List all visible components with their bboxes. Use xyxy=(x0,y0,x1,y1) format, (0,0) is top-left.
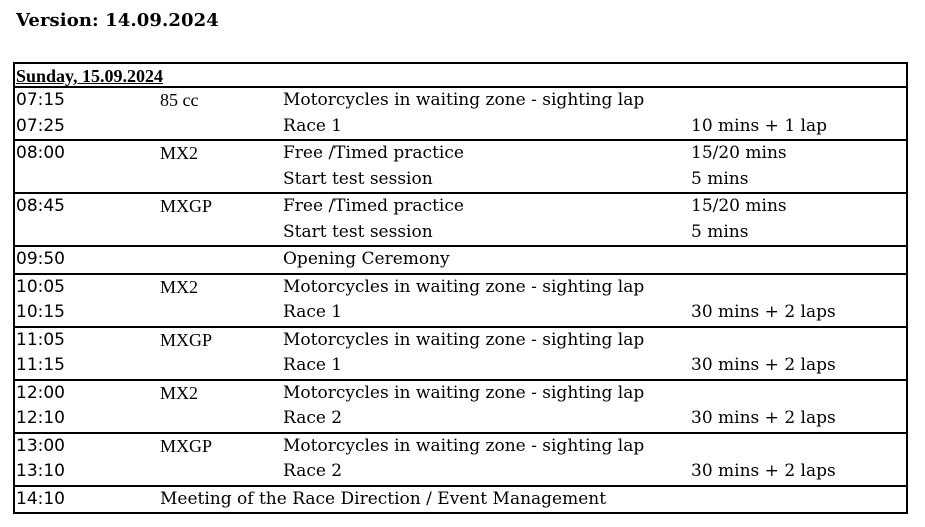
schedule-row xyxy=(15,247,906,273)
description-cell: Start test session xyxy=(283,221,433,242)
description-cell: Motorcycles in waiting zone - sighting lap xyxy=(283,90,645,110)
duration-cell: 30 mins + 2 laps xyxy=(691,408,836,428)
time-cell: 13:10 xyxy=(16,461,65,481)
schedule-row xyxy=(15,275,906,301)
schedule-group xyxy=(15,247,906,275)
time-cell: 08:45 xyxy=(16,196,65,216)
schedule-group xyxy=(15,434,906,487)
schedule-table xyxy=(13,62,908,514)
schedule-row xyxy=(15,88,906,114)
schedule-row xyxy=(15,328,906,354)
schedule-row xyxy=(15,220,906,246)
description-cell: Race 2 xyxy=(283,408,343,428)
schedule-group xyxy=(15,141,906,194)
schedule-group xyxy=(15,328,906,381)
description-cell: Motorcycles in waiting zone - sighting lap xyxy=(283,435,645,456)
time-cell: 10:05 xyxy=(16,276,65,297)
schedule-group xyxy=(15,487,906,513)
description-cell: Race 1 xyxy=(283,355,343,375)
time-cell: 12:10 xyxy=(16,408,65,428)
duration-cell: 30 mins + 2 laps xyxy=(691,355,836,375)
time-cell: 12:00 xyxy=(16,382,65,403)
time-cell: 11:15 xyxy=(16,355,65,375)
duration-cell: 30 mins + 2 laps xyxy=(691,461,836,481)
time-cell: 09:50 xyxy=(16,249,65,269)
description-cell: Race 1 xyxy=(283,302,343,322)
schedule-row xyxy=(15,353,906,379)
class-cell: MXGP xyxy=(160,329,213,350)
version-label: Version: 14.09.2024 xyxy=(16,10,219,31)
description-cell: Start test session xyxy=(283,168,433,189)
schedule-row xyxy=(15,459,906,485)
schedule-row xyxy=(15,487,906,513)
schedule-row xyxy=(15,167,906,193)
schedule-row xyxy=(15,434,906,460)
time-cell: 14:10 xyxy=(16,488,65,509)
duration-cell: 5 mins xyxy=(691,221,749,242)
description-cell: Motorcycles in waiting zone - sighting lap xyxy=(283,276,645,297)
class-cell: MXGP xyxy=(160,196,213,216)
description-cell: Free /Timed practice xyxy=(283,196,464,216)
time-cell: 13:00 xyxy=(16,435,65,456)
description-cell: Race 2 xyxy=(283,461,343,481)
description-cell: Opening Ceremony xyxy=(283,249,450,269)
schedule-group xyxy=(15,275,906,328)
duration-cell: 15/20 mins xyxy=(691,143,787,163)
schedule-row xyxy=(15,300,906,326)
class-cell: MXGP xyxy=(160,435,213,456)
schedule-group xyxy=(15,88,906,141)
description-cell: Motorcycles in waiting zone - sighting lap xyxy=(283,382,645,403)
schedule-row xyxy=(15,141,906,167)
duration-cell: 10 mins + 1 lap xyxy=(691,115,827,136)
class-cell: MX2 xyxy=(160,276,199,297)
description-cell: Free /Timed practice xyxy=(283,143,464,163)
duration-cell: 30 mins + 2 laps xyxy=(691,302,836,322)
time-cell: 10:15 xyxy=(16,302,65,322)
description-cell: Motorcycles in waiting zone - sighting lap xyxy=(283,329,645,350)
schedule-group xyxy=(15,381,906,434)
time-cell: 07:25 xyxy=(16,115,65,136)
schedule-group xyxy=(15,194,906,247)
description-cell: Meeting of the Race Direction / Event Management xyxy=(160,488,607,509)
time-cell: 08:00 xyxy=(16,143,65,163)
duration-cell: 15/20 mins xyxy=(691,196,787,216)
time-cell: 11:05 xyxy=(16,329,65,350)
class-cell: MX2 xyxy=(160,382,199,403)
schedule-row xyxy=(15,381,906,407)
class-cell: 85 cc xyxy=(160,90,199,110)
day-header: Sunday, 15.09.2024 xyxy=(15,64,906,88)
schedule-body xyxy=(15,88,906,512)
schedule-row xyxy=(15,194,906,220)
description-cell: Race 1 xyxy=(283,115,343,136)
schedule-row xyxy=(15,406,906,432)
duration-cell: 5 mins xyxy=(691,168,749,189)
schedule-row xyxy=(15,114,906,140)
class-cell: MX2 xyxy=(160,143,199,163)
time-cell: 07:15 xyxy=(16,90,65,110)
